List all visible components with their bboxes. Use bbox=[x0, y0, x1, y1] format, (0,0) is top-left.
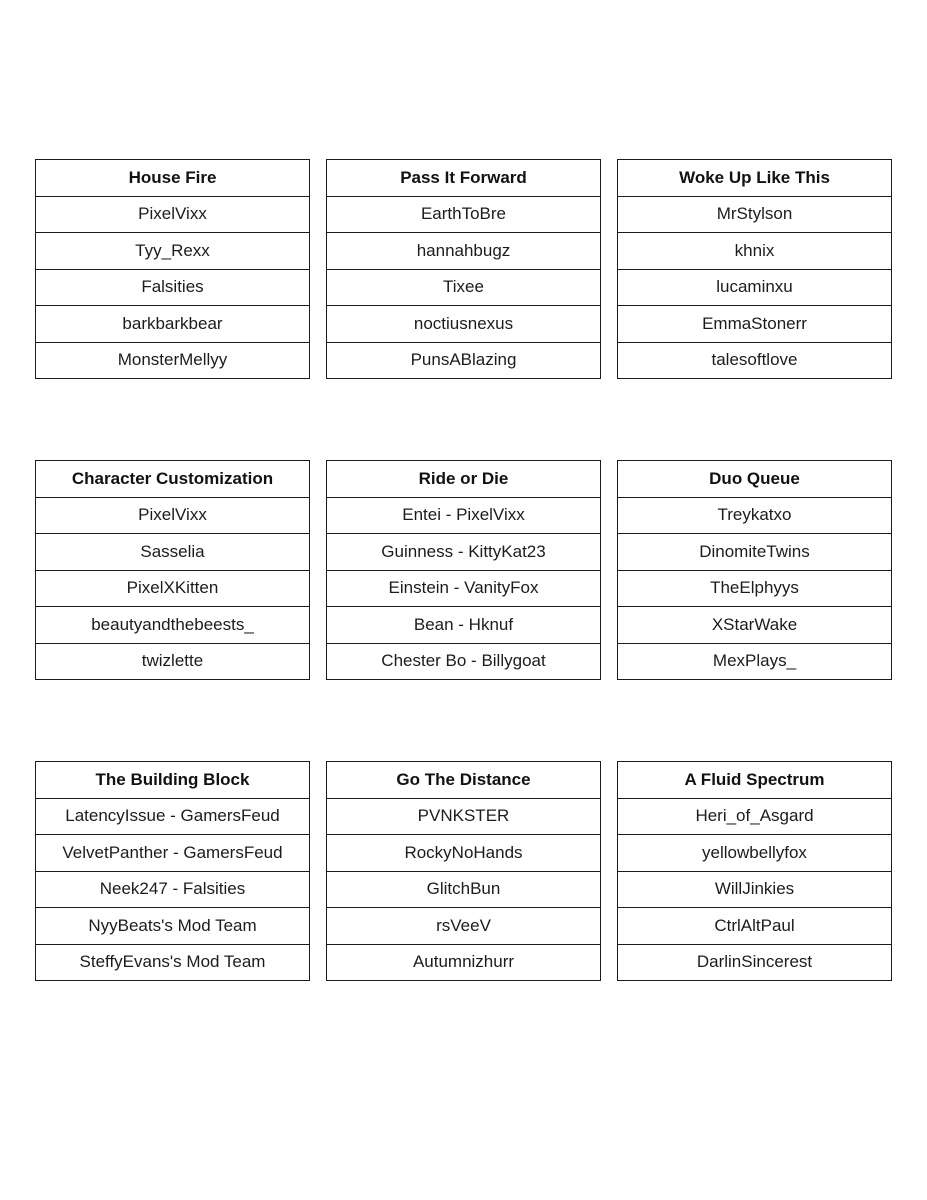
nominee-cell: EarthToBre bbox=[327, 196, 601, 233]
award-table bbox=[617, 761, 892, 981]
award-title: Woke Up Like This bbox=[618, 160, 892, 197]
award-title: Ride or Die bbox=[327, 461, 601, 498]
nominee-cell: PVNKSTER bbox=[327, 798, 601, 835]
nominee-cell: RockyNoHands bbox=[327, 835, 601, 872]
nominee-cell: barkbarkbear bbox=[36, 306, 310, 343]
nominee-cell: SteffyEvans's Mod Team bbox=[36, 944, 310, 981]
nominee-cell: MexPlays_ bbox=[618, 643, 892, 680]
award-title: A Fluid Spectrum bbox=[618, 762, 892, 799]
nominee-cell: Sasselia bbox=[36, 534, 310, 571]
nominee-cell: Entei - PixelVixx bbox=[327, 497, 601, 534]
nominee-cell: Falsities bbox=[36, 269, 310, 306]
card-row bbox=[35, 460, 892, 680]
nominee-cell: Tixee bbox=[327, 269, 601, 306]
award-table bbox=[326, 159, 601, 379]
nominee-cell: DinomiteTwins bbox=[618, 534, 892, 571]
award-table bbox=[617, 460, 892, 680]
nominee-cell: noctiusnexus bbox=[327, 306, 601, 343]
award-title: Go The Distance bbox=[327, 762, 601, 799]
nominee-cell: NyyBeats's Mod Team bbox=[36, 908, 310, 945]
nominee-cell: Einstein - VanityFox bbox=[327, 570, 601, 607]
award-table bbox=[326, 460, 601, 680]
award-title: Character Customization bbox=[36, 461, 310, 498]
nominee-cell: XStarWake bbox=[618, 607, 892, 644]
nominee-cell: PunsABlazing bbox=[327, 342, 601, 379]
nominee-cell: twizlette bbox=[36, 643, 310, 680]
nominee-cell: VelvetPanther - GamersFeud bbox=[36, 835, 310, 872]
nominee-cell: EmmaStonerr bbox=[618, 306, 892, 343]
nominee-cell: Autumnizhurr bbox=[327, 944, 601, 981]
nominee-cell: Guinness - KittyKat23 bbox=[327, 534, 601, 571]
nominee-cell: GlitchBun bbox=[327, 871, 601, 908]
card-row bbox=[35, 761, 892, 981]
award-title: Pass It Forward bbox=[327, 160, 601, 197]
award-table bbox=[326, 761, 601, 981]
nominee-cell: lucaminxu bbox=[618, 269, 892, 306]
nominee-cell: Heri_of_Asgard bbox=[618, 798, 892, 835]
nominee-cell: beautyandthebeests_ bbox=[36, 607, 310, 644]
nominee-cell: TheElphyys bbox=[618, 570, 892, 607]
nominee-cell: CtrlAltPaul bbox=[618, 908, 892, 945]
nominee-cell: PixelVixx bbox=[36, 497, 310, 534]
nominee-cell: yellowbellyfox bbox=[618, 835, 892, 872]
nominee-cell: hannahbugz bbox=[327, 233, 601, 270]
nominee-cell: MonsterMellyy bbox=[36, 342, 310, 379]
award-title: The Building Block bbox=[36, 762, 310, 799]
nominee-cell: talesoftlove bbox=[618, 342, 892, 379]
award-grid bbox=[35, 159, 892, 981]
award-table bbox=[617, 159, 892, 379]
nominee-cell: DarlinSincerest bbox=[618, 944, 892, 981]
nominee-cell: rsVeeV bbox=[327, 908, 601, 945]
nominee-cell: Chester Bo - Billygoat bbox=[327, 643, 601, 680]
award-title: House Fire bbox=[36, 160, 310, 197]
nominee-cell: Neek247 - Falsities bbox=[36, 871, 310, 908]
nominee-cell: PixelVixx bbox=[36, 196, 310, 233]
nominee-cell: khnix bbox=[618, 233, 892, 270]
nominee-cell: PixelXKitten bbox=[36, 570, 310, 607]
nominee-cell: MrStylson bbox=[618, 196, 892, 233]
card-row bbox=[35, 159, 892, 379]
award-title: Duo Queue bbox=[618, 461, 892, 498]
nominee-cell: WillJinkies bbox=[618, 871, 892, 908]
award-table bbox=[35, 761, 310, 981]
nominee-cell: Tyy_Rexx bbox=[36, 233, 310, 270]
nominee-cell: LatencyIssue - GamersFeud bbox=[36, 798, 310, 835]
nominee-cell: Treykatxo bbox=[618, 497, 892, 534]
award-table bbox=[35, 460, 310, 680]
award-table bbox=[35, 159, 310, 379]
nominee-cell: Bean - Hknuf bbox=[327, 607, 601, 644]
